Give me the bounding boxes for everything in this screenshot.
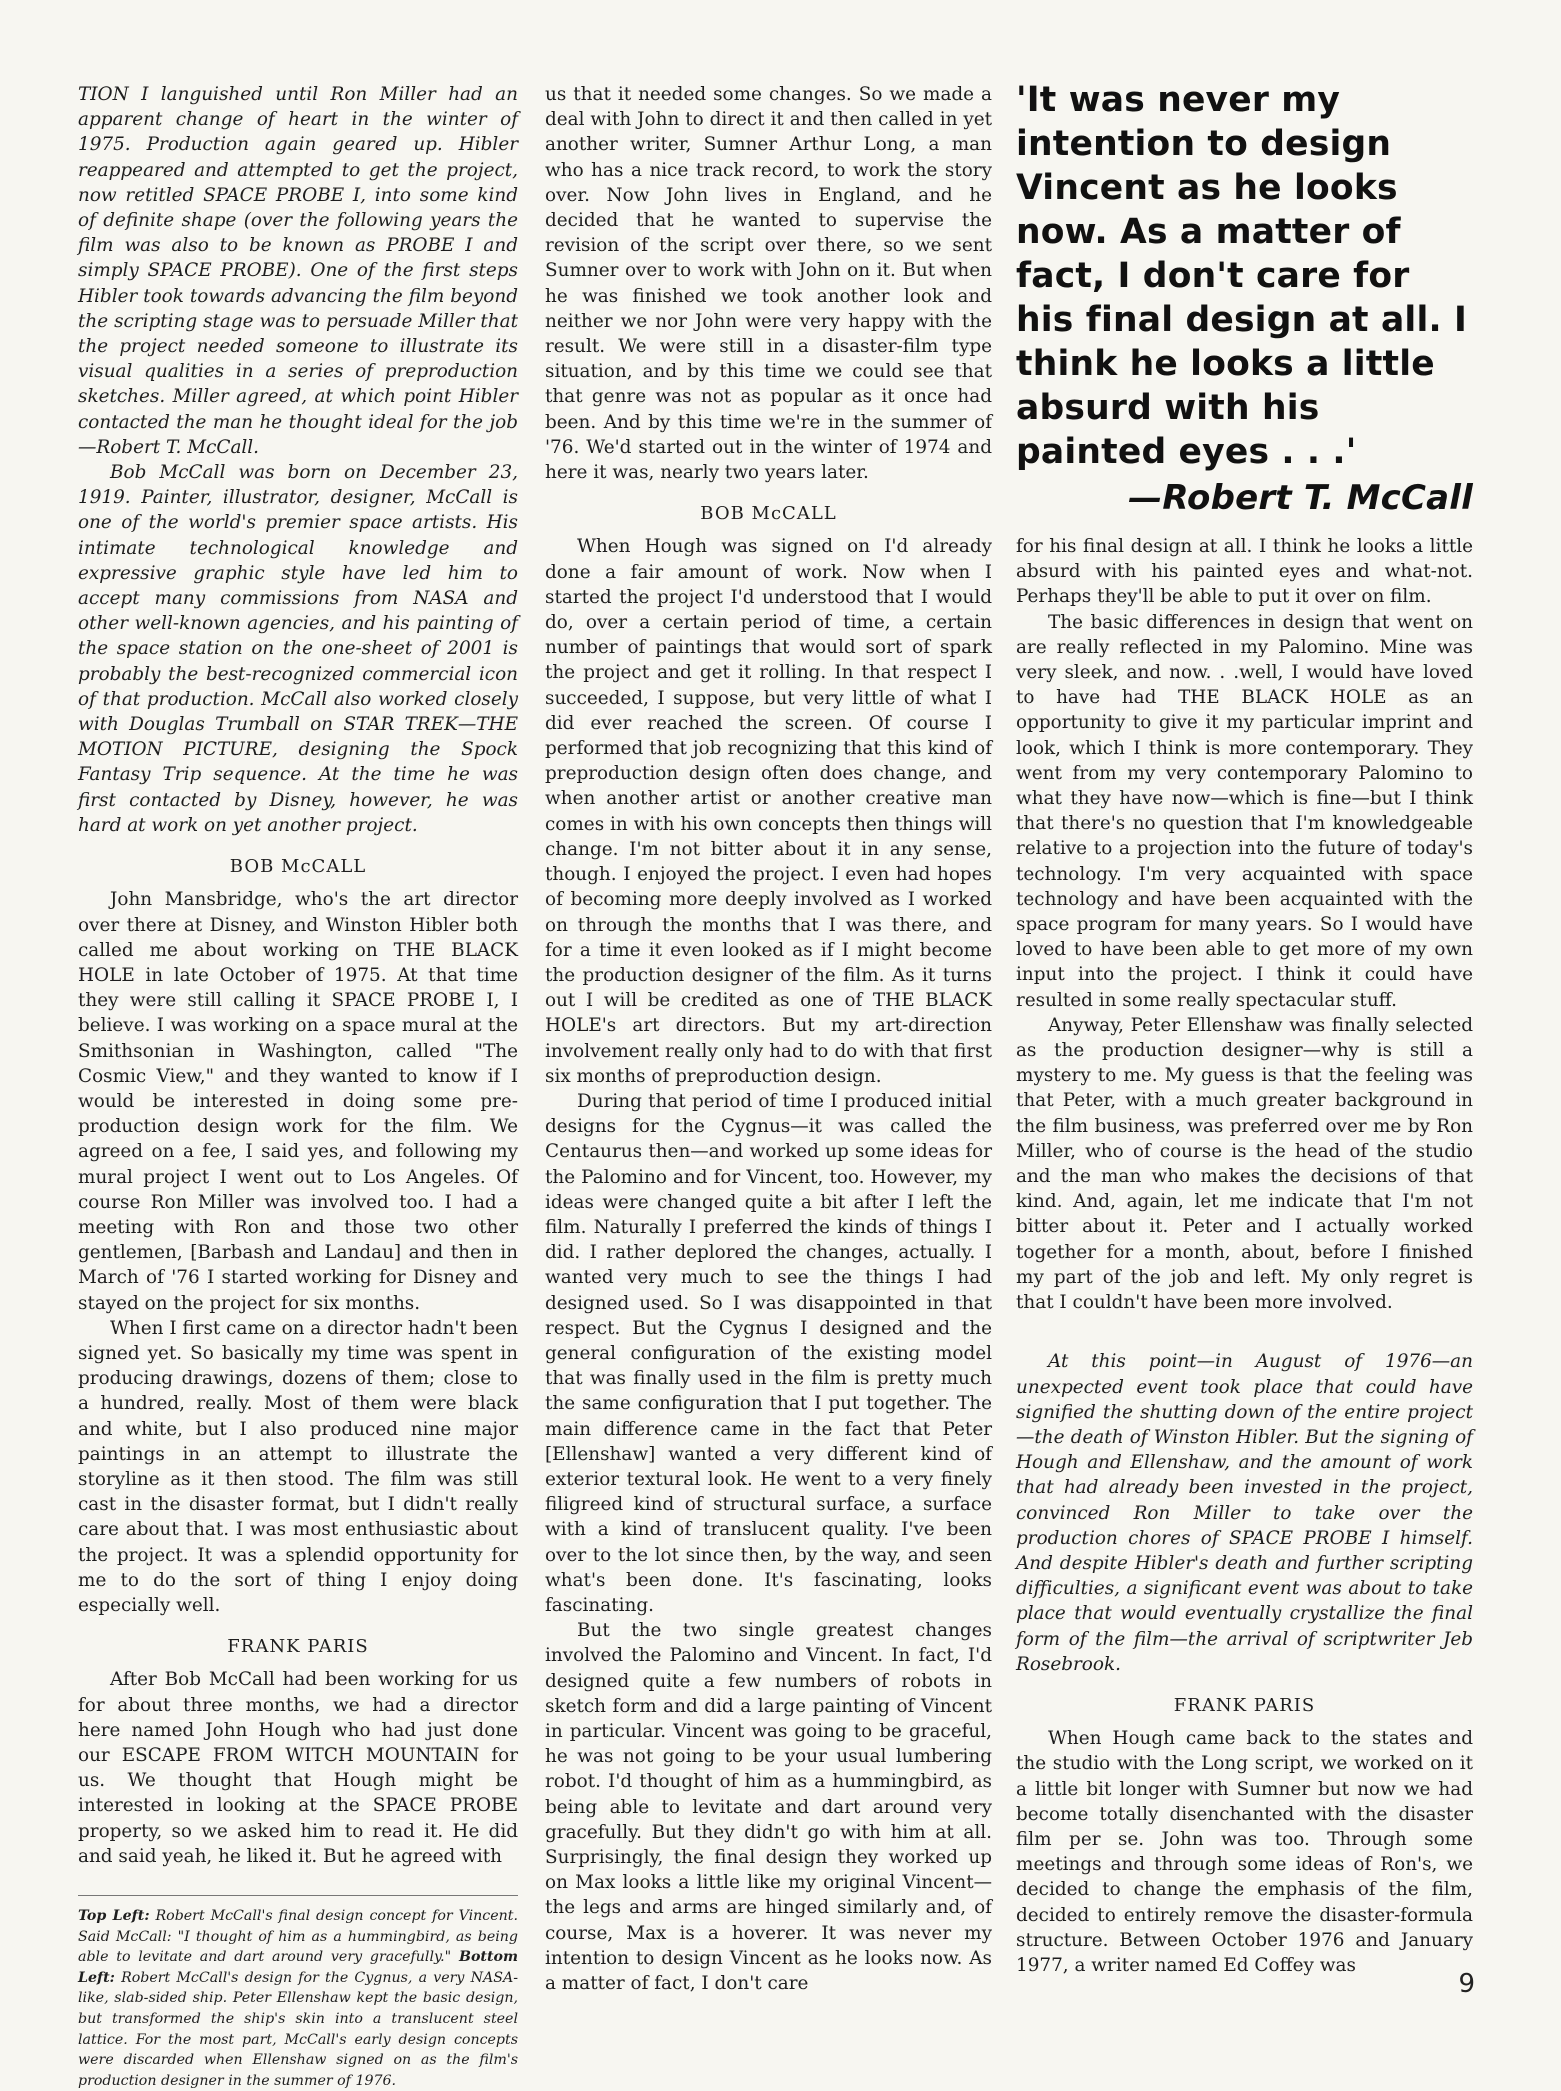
photo-caption	[78, 1895, 518, 2091]
pull-quote-text: 'It was never my intention to design Vincent as he looks now. As a matter of fact, I don't care for his final design at all. I think he looks a little absurd with his painted eyes . . .'	[1016, 80, 1468, 472]
speaker-heading: FRANK PARIS	[227, 1636, 369, 1658]
caption-label: Top Left:	[78, 1908, 150, 1925]
caption-text: Robert McCall's design for the Cygnus, a very NASA-like, slab-sided ship. Peter Ellenshaw kept the basic design, but transformed the ship's skin into a translucent steel lattice. For the most part, McCall's early design concepts were discarded when Ellenshaw signed on as the film's production designer in the summer of 1976.	[78, 1969, 518, 2089]
right-column	[1016, 78, 1473, 1978]
body-paragraph: Anyway, Peter Ellenshaw was finally selected as the production designer—why is still a mystery to me. My guess is that the feeling was that Peter, with a much greater background in the film business, was preferred over me by Ron Miller, who of course is the head of the studio and the man who makes the decisions of that kind. And, again, let me indicate that I'm not bitter about it. Peter and I actually worked together for a month, about, before I finished my part of the job and left. My only regret is that I couldn't have been more involved.	[1016, 1014, 1473, 1314]
intro-paragraph: Bob McCall was born on December 23, 1919. Painter, illustrator, designer, McCall is one of the world's premier space artists. His intimate technological knowledge and expressive graphic style have led him to accept many commissions from NASA and other well-known agencies, and his painting of the space station on the one-sheet of 2001 is probably the best-recognized commercial icon of that production. McCall also worked closely with Douglas Trumball on STAR TREK—THE MOTION PICTURE, designing the Spock Fantasy Trip sequence. At the time he was first contacted by Disney, however, he was hard at work on yet another project.	[78, 462, 518, 836]
body-paragraph: us that it needed some changes. So we made a deal with John to direct it and then called in yet another writer, Sumner Arthur Long, a man who has a nice track record, to work the story over. Now John lives in England, and he decided that he wanted to supervise the revision of the script over there, so we sent Sumner over to work with John on it. But when he was finished we took another look and neither we nor John were very happy with the result. We were still in a disaster-film type situation, and by this time we could see that that genre was not as popular as it once had been. And by this time we're in the summer of '76. We'd started out in the winter of 1974 and here it was, nearly two years later.	[545, 84, 992, 484]
body-paragraph: When I first came on a director hadn't been signed yet. So basically my time was spent in producing drawings, dozens of them; close to a hundred, really. Most of them were black and white, but I also produced nine major paintings in an attempt to illustrate the storyline as it then stood. The film was still cast in the disaster format, but I didn't really care about that. I was most enthusiastic about the project. It was a splendid opportunity for me to do the sort of thing I enjoy doing especially well.	[78, 1317, 518, 1616]
left-column	[78, 82, 518, 2091]
body-paragraph: The basic differences in design that went on are really reflected in my Palomino. Mine was very sleek, and now. . .well, I would have loved to have had THE BLACK HOLE as an opportunity to give it my particular imprint and look, which I think is more contemporary. They went from my very contemporary Palomino to what they have now—which is fine—but I think that there's no question that I'm knowledgeable relative to a projection into the future of today's technology. I'm very acquainted with space technology and have been acquainted with the space program for many years. So I would have loved to have been able to get more of my own input into the project. I think it could have resulted in some really spectacular stuff.	[1016, 611, 1473, 1011]
middle-column	[545, 82, 992, 1996]
intro-paragraph: TION I languished until Ron Miller had an apparent change of heart in the winter of 1975. Production again geared up. Hibler reappeared and attempted to get the project, now retitled SPACE PROBE I, into some kind of definite shape (over the following years the film was also to be known as PROBE I and simply SPACE PROBE). One of the first steps Hibler took towards advancing the film beyond the scripting stage was to persuade Miller that the project needed someone to illustrate its visual qualities in a series of preproduction sketches. Miller agreed, at which point Hibler contacted the man he thought ideal for the job—Robert T. McCall.	[78, 84, 518, 458]
speaker-heading: BOB McCALL	[700, 503, 837, 525]
body-paragraph: When Hough was signed on I'd already done a fair amount of work. Now when I started the project I'd understood that I would do, over a certain period of time, a certain number of paintings that would sort of spark the project and get it rolling. In that respect I succeeded, I suppose, but very little of what I did ever reached the screen. Of course I performed that job recognizing that this kind of preproduction design often does change, and when another artist or another creative man comes in with his own concepts then things will change. I'm not bitter about it in any sense, though. I enjoyed the project. I even had hopes of becoming more deeply involved as I worked on through the months that I was there, and for a time it even looked as if I might become the production designer of the film. As it turns out I will be credited as one of THE BLACK HOLE's art directors. But my art-direction involvement really only had to do with that first six months of preproduction design.	[545, 536, 992, 1087]
editorial-note: At this point—in August of 1976—an unexpected event took place that could have signified the shutting down of the entire project—the death of Winston Hibler. But the signing of Hough and Ellenshaw, and the amount of work that had already been invested in the project, convinced Ron Miller to take over the production chores of SPACE PROBE I himself. And despite Hibler's death and further scripting difficulties, a significant event was about to take place that would eventually crystallize the final form of the film—the arrival of scriptwriter Jeb Rosebrook.	[1016, 1351, 1473, 1675]
body-paragraph: When Hough came back to the states and the studio with the Long script, we worked on it a little bit longer with Sumner but now we had become totally disenchanted with the disaster film per se. John was too. Through some meetings and through some ideas of Ron's, we decided to change the emphasis of the film, decided to entirely remove the disaster-formula structure. Between October 1976 and January 1977, a writer named Ed Coffey was	[1016, 1728, 1473, 1976]
speaker-heading: BOB McCALL	[229, 856, 367, 878]
body-paragraph: John Mansbridge, who's the art director over there at Disney, and Winston Hibler both called me about working on THE BLACK HOLE in late October of 1975. At that time they were still calling it SPACE PROBE I, I believe. I was working on a space mural at the Smithsonian in Washington, called "The Cosmic View," and they wanted to know if I would be interested in doing some pre-production design work for the film. We agreed on a fee, I said yes, and following my mural project I went out to Los Angeles. Of course Ron Miller was involved too. I had a meeting with Ron and those two other gentlemen, [Barbash and Landau] and then in March of '76 I started working for Disney and stayed on the project for six months.	[78, 889, 518, 1314]
pull-quote	[1016, 78, 1473, 520]
page-number: 9	[1458, 1969, 1475, 1999]
body-paragraph: for his final design at all. I think he looks a little absurd with his painted eyes and what-not. Perhaps they'll be able to put it over on film.	[1016, 536, 1473, 608]
body-paragraph: But the two single greatest changes involved the Palomino and Vincent. In fact, I'd designed quite a few numbers of robots in sketch form and did a large painting of Vincent in particular. Vincent was going to be graceful, he was not going to be your usual lumbering robot. I'd thought of him as a hummingbird, as being able to levitate and dart around very gracefully. But they didn't go with him at all. Surprisingly, the final design they worked up on Max looks a little like my original Vincent—the legs and arms are hinged similarly and, of course, Max is a hoverer. It was never my intention to design Vincent as he looks now. As a matter of fact, I don't care	[545, 1620, 992, 1995]
body-paragraph: After Bob McCall had been working for us for about three months, we had a director here named John Hough who had just done our ESCAPE FROM WITCH MOUNTAIN for us. We thought that Hough might be interested in looking at the SPACE PROBE property, so we asked him to read it. He did and said yeah, he liked it. But he agreed with	[78, 1669, 518, 1867]
pull-quote-attribution: —Robert T. McCall	[1128, 478, 1473, 518]
caption-label: Bottom Left:	[78, 1949, 518, 1986]
body-paragraph: During that period of time I produced initial designs for the Cygnus—it was called the Centaurus then—and worked up some ideas for the Palomino and for Vincent, too. However, my ideas were changed quite a bit after I left the film. Naturally I preferred the kinds of things I did. I rather deplored the changes, actually. I wanted very much to see the things I had designed used. So I was disappointed in that respect. But the Cygnus I designed and the general configuration of the existing model that was finally used in the film is pretty much the same configuration that I put together. The main difference came in the fact that Peter [Ellenshaw] wanted a very different kind of exterior textural look. He went to a very finely filigreed kind of structural surface, a surface with a kind of translucent quality. I've been over to the lot since then, by the way, and seen what's been done. It's fascinating, looks fascinating.	[545, 1090, 992, 1616]
caption-text: Robert McCall's final design concept for Vincent. Said McCall: "I thought of him as a hummingbird, as being able to levitate and dart around very gracefully."	[78, 1908, 518, 1966]
speaker-heading: FRANK PARIS	[1173, 1694, 1316, 1716]
